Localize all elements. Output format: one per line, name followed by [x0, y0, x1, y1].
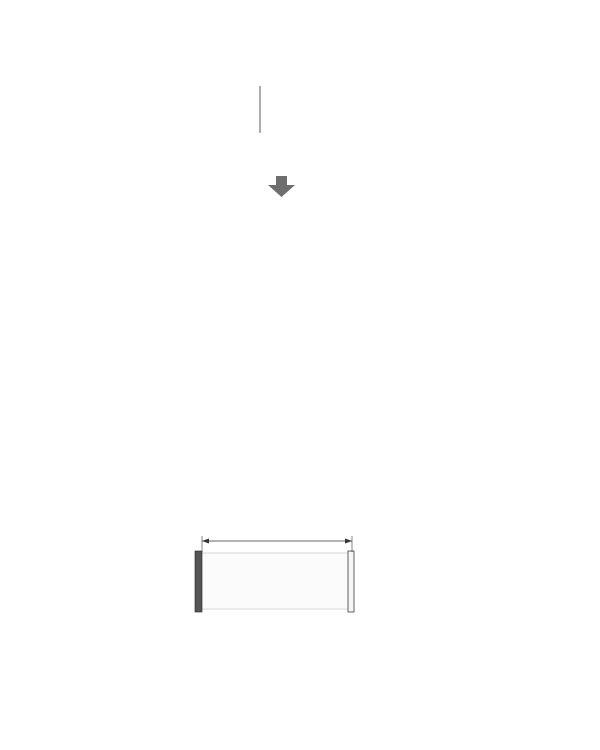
dim-arrow-left [202, 539, 209, 544]
active-medium-body [201, 553, 351, 609]
mirror-m1 [348, 551, 354, 612]
pump-arrow [268, 176, 295, 197]
laser-resonator-diagram [195, 536, 354, 612]
dim-arrow-right [345, 539, 352, 544]
mirror-m2 [195, 551, 202, 612]
